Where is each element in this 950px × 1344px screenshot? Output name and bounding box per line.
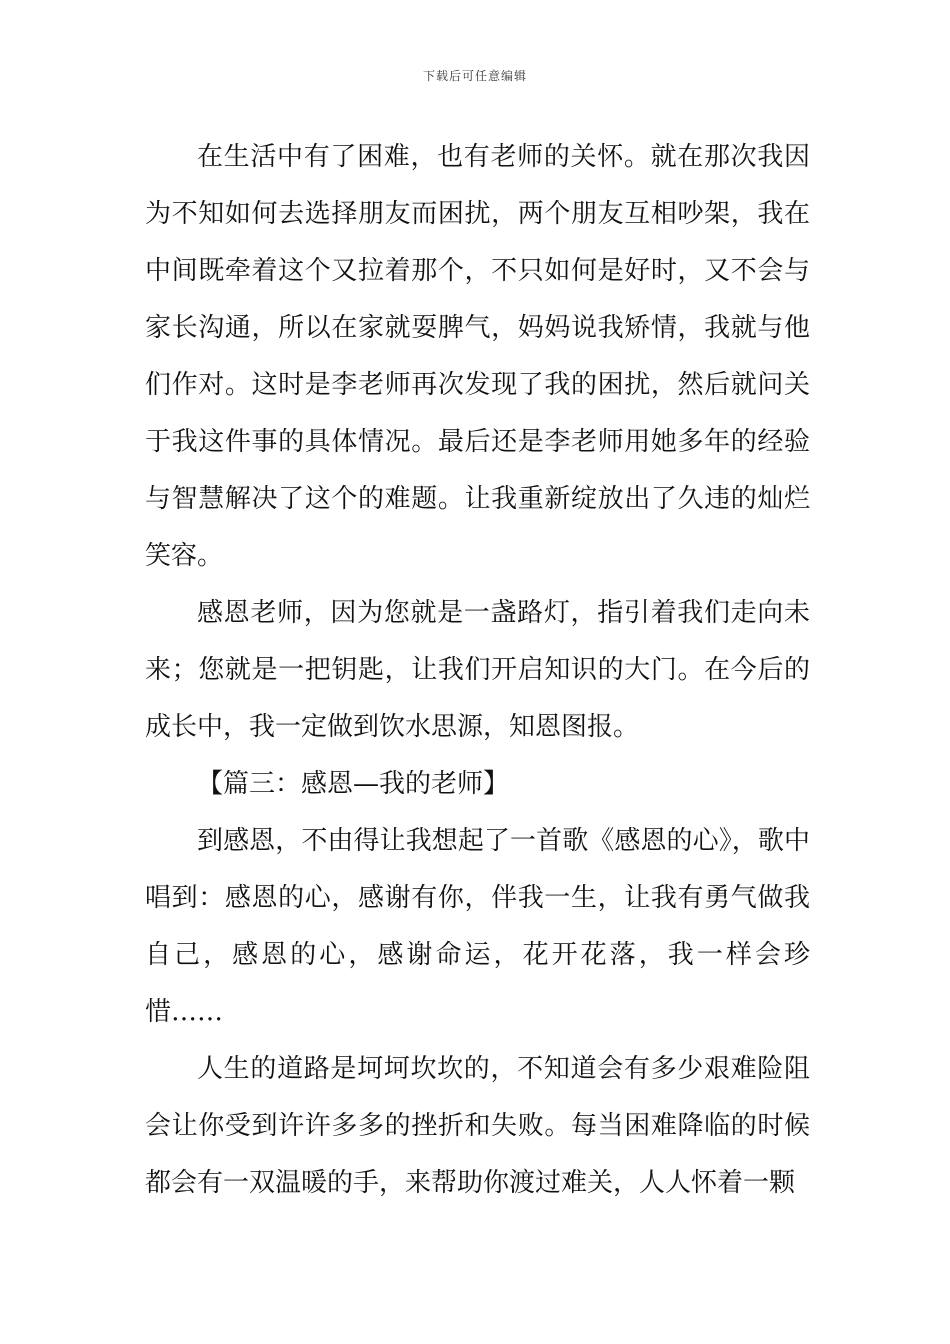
paragraph-life-road: 人生的道路是坷坷坎坎的，不知道会有多少艰难险阻会让你受到许许多多的挫折和失败。每当困难降临的时候都会有一双温暖的手，来帮助你渡过难关，人人怀着一颗 bbox=[145, 1054, 810, 1198]
section-heading: 【篇三：感恩—我的老师】 bbox=[197, 769, 510, 799]
paragraph-song: 到感恩，不由得让我想起了一首歌《感恩的心》，歌中唱到：感恩的心，感谢有你，伴我一生，让我有勇气做我自己，感恩的心，感谢命运，花开花落，我一样会珍惜…… bbox=[145, 826, 810, 1027]
header-note: 下载后可任意编辑 bbox=[422, 69, 527, 83]
document-body bbox=[145, 129, 810, 1212]
paragraph-teacher-care: 在生活中有了困难，也有老师的关怀。就在那次我因为不知如何去选择朋友而困扰，两个朋友互相吵架，我在中间既牵着这个又拉着那个，不只如何是好时，又不会与家长沟通，所以在家就耍脾气，妈妈说我矫情，我就与他们作对。这时是李老师再次发现了我的困扰，然后就问关于我这件事的具体情况。最后还是李老师用她多年的经验与智慧解决了这个的难题。让我重新绽放出了久违的灿烂笑容。 bbox=[145, 142, 810, 571]
paragraph-gratitude: 感恩老师，因为您就是一盏路灯，指引着我们走向未来；您就是一把钥匙，让我们开启知识的大门。在今后的成长中，我一定做到饮水思源，知恩图报。 bbox=[145, 598, 810, 742]
